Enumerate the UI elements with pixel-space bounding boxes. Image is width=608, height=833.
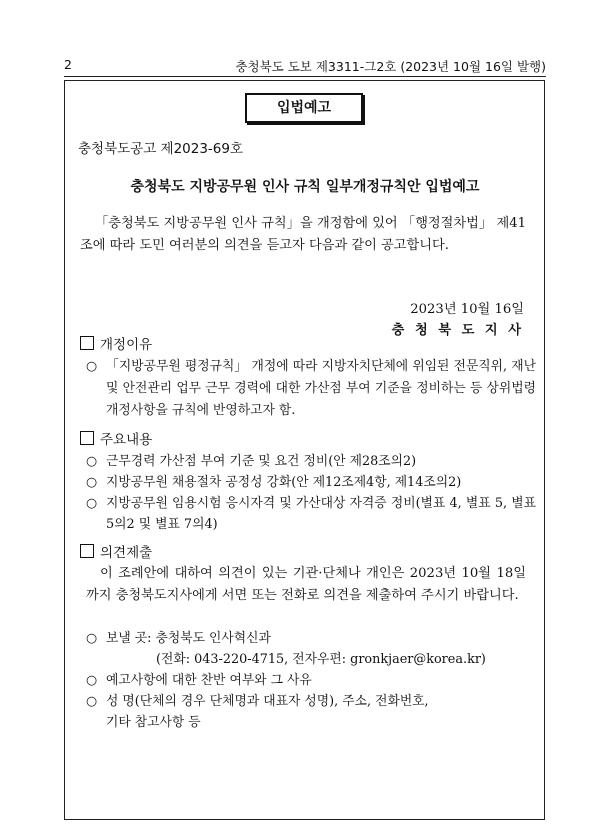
list-item	[86, 356, 536, 422]
list-item-text: 근무경력 가산점 부여 기준 및 요건 정비(안 제28조의2)	[106, 454, 417, 469]
section-heading-reason	[80, 333, 152, 353]
circle-bullet-icon: ○	[86, 694, 98, 709]
list-item	[86, 628, 536, 670]
notice-number: 충청북도공고 제2023-69호	[78, 141, 244, 157]
circle-bullet-icon: ○	[86, 496, 98, 511]
list-item	[86, 493, 536, 535]
publication-info: 충청북도 도보 제3311-그2호 (2023년 10월 16일 발행)	[235, 59, 546, 74]
notice-date: 2023년 10월 16일	[410, 302, 524, 317]
list-item	[86, 472, 536, 493]
list-item-text: 예고사항에 대한 찬반 여부와 그 사유	[106, 673, 312, 688]
document-type-box: 입법예고	[245, 93, 363, 123]
document-title: 충청북도 지방공무원 인사 규칙 일부개정규칙안 입법예고	[130, 179, 480, 195]
square-bullet-icon	[80, 544, 94, 558]
list-item	[86, 451, 536, 472]
section-heading-content	[80, 428, 152, 448]
list-item-text: 「지방공무원 평정규칙」 개정에 따라 지방자치단체에 위임된 전문직위, 재난 및 안전관리 업무 근무 경력에 대한 가산점 부여 기준을 정비하는 등 상위법령 개정사항을 규칙에 반영하고자 함.	[106, 359, 536, 418]
page-header	[64, 57, 546, 75]
opinion-list	[86, 628, 536, 733]
list-item-text-continued: 기타 참고사항 등	[106, 715, 201, 730]
circle-bullet-icon: ○	[86, 631, 98, 646]
circle-bullet-icon: ○	[86, 454, 98, 469]
header-rule	[64, 76, 546, 77]
page-number: 2	[64, 57, 72, 72]
circle-bullet-icon: ○	[86, 359, 98, 374]
section-heading-opinion	[80, 541, 152, 561]
list-item-text: 지방공무원 채용절차 공정성 강화(안 제12조제4항, 제14조의2)	[106, 475, 462, 490]
list-item-text: 성 명(단체의 경우 단체명과 대표자 성명), 주소, 전화번호,	[106, 694, 429, 709]
circle-bullet-icon: ○	[86, 673, 98, 688]
list-item-text: 지방공무원 임용시험 응시자격 및 가산대상 자격증 정비(별표 4, 별표 5, 별표 5의2 및 별표 7의4)	[106, 496, 536, 532]
issuing-agency: 충 청 북 도 지 사	[391, 323, 524, 338]
section-heading-label: 의견제출	[100, 545, 153, 561]
list-item	[86, 670, 536, 691]
square-bullet-icon	[80, 336, 94, 350]
opinion-paragraph: 이 조례안에 대하여 의견이 있는 기관·단체나 개인은 2023년 10월 18일까지 충청북도지사에게 서면 또는 전화로 의견을 제출하여 주시기 바랍니다.	[86, 566, 526, 603]
contact-info: (전화: 043-220-4715, 전자우편: gronkjaer@korea.kr)	[156, 652, 486, 667]
intro-paragraph: 「충청북도 지방공무원 인사 규칙」을 개정함에 있어 「행정절차법」 제41조에 따라 도민 여러분의 의견을 듣고자 다음과 같이 공고합니다.	[80, 216, 526, 253]
circle-bullet-icon: ○	[86, 475, 98, 490]
content-list	[86, 451, 536, 535]
list-item	[86, 691, 536, 733]
square-bullet-icon	[80, 431, 94, 445]
reason-list	[86, 356, 536, 422]
section-heading-label: 개정이유	[100, 337, 153, 353]
section-heading-label: 주요내용	[100, 432, 153, 448]
list-item-text: 보낼 곳: 충청북도 인사혁신과	[106, 631, 271, 646]
